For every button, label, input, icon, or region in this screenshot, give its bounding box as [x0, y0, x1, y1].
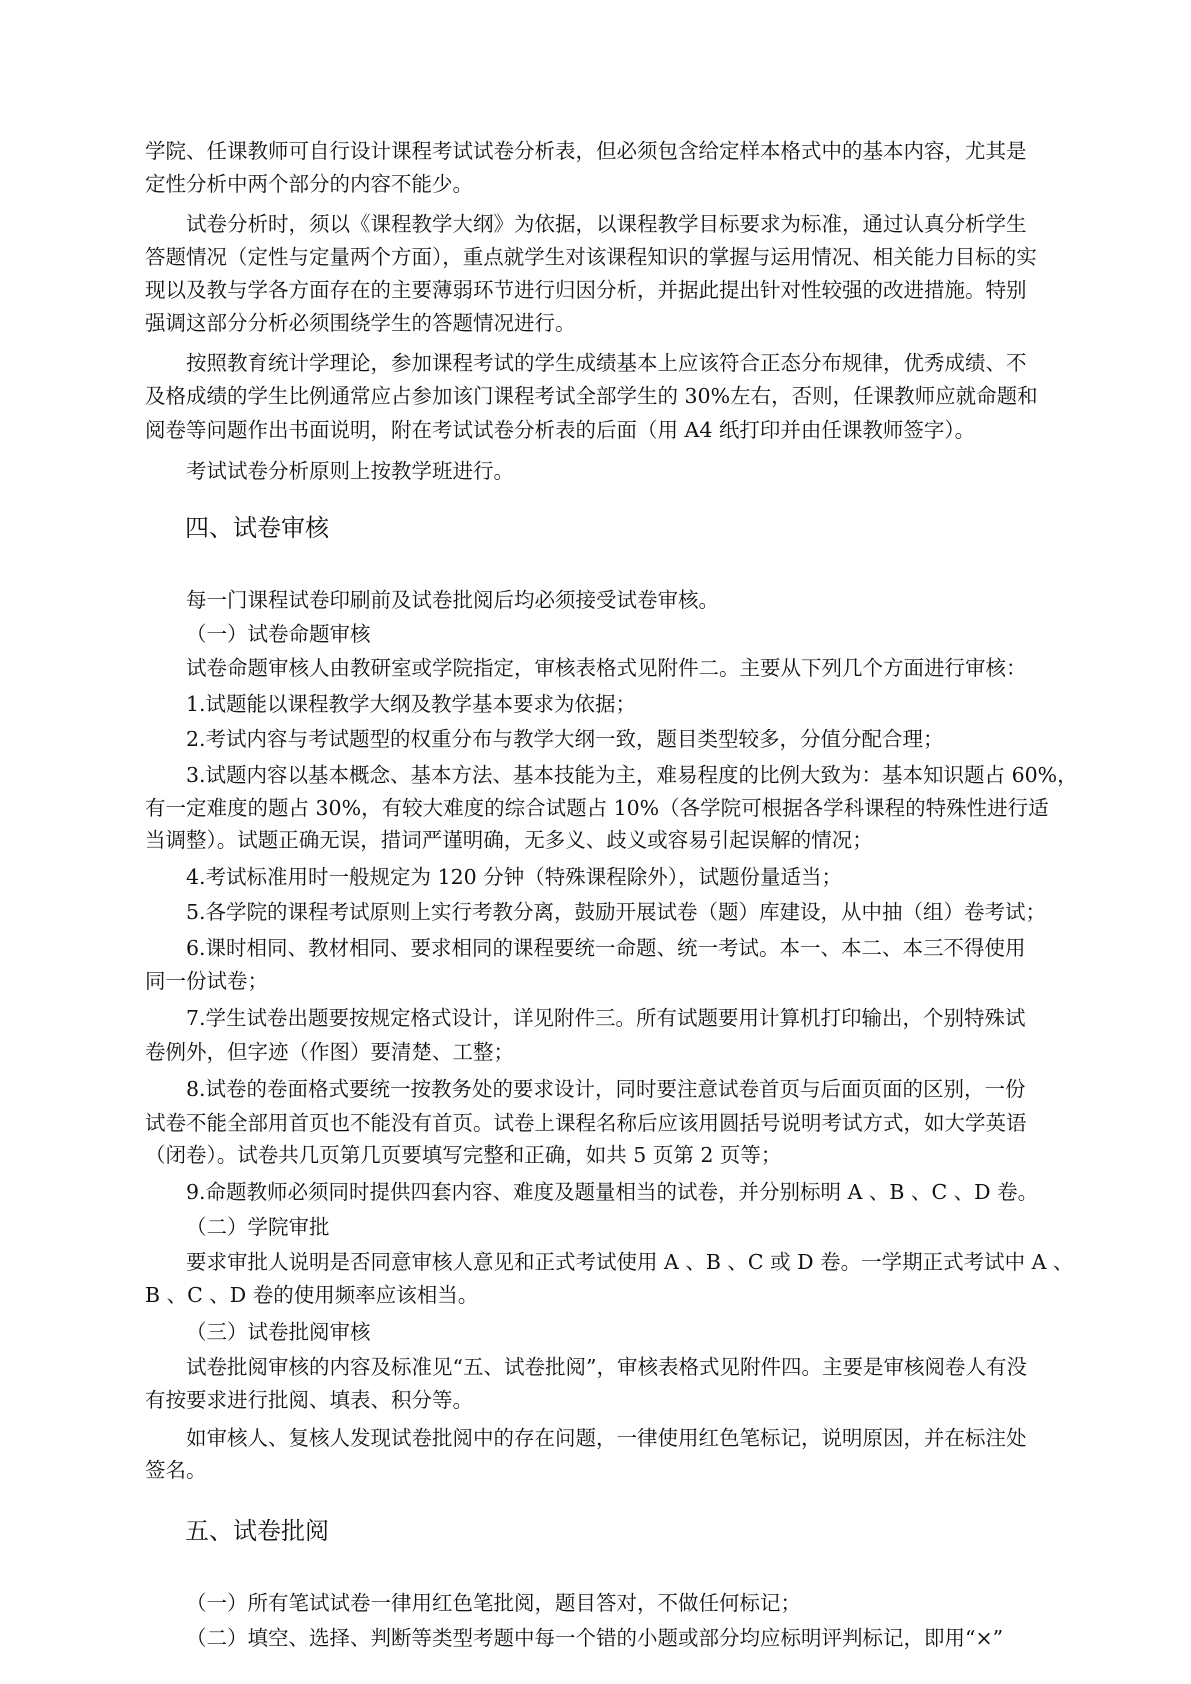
paragraph-line: 试卷分析时，须以《课程教学大纲》为依据，以课程教学目标要求为标准，通过认真分析学生 [186, 212, 1027, 236]
paragraph-line: 试卷命题审核人由教研室或学院指定，审核表格式见附件二。主要从下列几个方面进行审核： [186, 656, 1027, 680]
paragraph-line: 2.考试内容与考试题型的权重分布与教学大纲一致，题目类型较多，分值分配合理； [186, 727, 944, 751]
paragraph-line: 8.试卷的卷面格式要统一按教务处的要求设计，同时要注意试卷首页与后面页面的区别，一份 [186, 1077, 1026, 1101]
paragraph-line: B 、C 、D 卷的使用频率应该相当。 [145, 1283, 479, 1307]
paragraph-line: 试卷不能全部用首页也不能没有首页。试卷上课程名称后应该用圆括号说明考试方式，如大学英语 [145, 1111, 1027, 1135]
paragraph-line: 要求审批人说明是否同意审核人意见和正式考试使用 A 、B 、C 或 D 卷。一学期正式考试中 A 、 [186, 1250, 1074, 1274]
paragraph-line: （一）所有笔试试卷一律用红色笔批阅，题目答对，不做任何标记； [186, 1591, 801, 1615]
paragraph-line: 3.试题内容以基本概念、基本方法、基本技能为主，难易程度的比例大致为：基本知识题占 60%， [186, 763, 1078, 787]
paragraph-line: （闭卷）。试卷共几页第几页要填写完整和正确，如共 5 页第 2 页等； [145, 1143, 782, 1167]
paragraph-line: 有一定难度的题占 30%，有较大难度的综合试题占 10%（各学院可根据各学科课程的特殊性进行适 [145, 796, 1049, 820]
paragraph-line: （二）填空、选择、判断等类型考题中每一个错的小题或部分均应标明评判标记，即用“×” [186, 1626, 1004, 1650]
section-heading-five: 五、试卷批阅 [185, 1517, 329, 1545]
paragraph-line: 及格成绩的学生比例通常应占参加该门课程考试全部学生的 30%左右，否则，任课教师应就命题和 [145, 384, 1038, 408]
paragraph-line: 现以及教与学各方面存在的主要薄弱环节进行归因分析，并据此提出针对性较强的改进措施。特别 [145, 278, 1027, 302]
paragraph-line: （一）试卷命题审核 [186, 622, 371, 646]
paragraph-line: 按照教育统计学理论，参加课程考试的学生成绩基本上应该符合正态分布规律，优秀成绩、不 [186, 351, 1027, 375]
paragraph-line: 9.命题教师必须同时提供四套内容、难度及题量相当的试卷，并分别标明 A 、B 、C 、D 卷。 [186, 1180, 1039, 1204]
paragraph-line: 如审核人、复核人发现试卷批阅中的存在问题，一律使用红色笔标记，说明原因，并在标注处 [186, 1426, 1027, 1450]
paragraph-line: （三）试卷批阅审核 [186, 1320, 371, 1344]
paragraph-line: 试卷批阅审核的内容及标准见“五、试卷批阅”，审核表格式见附件四。主要是审核阅卷人有没 [186, 1355, 1027, 1379]
paragraph-line: 7.学生试卷出题要按规定格式设计，详见附件三。所有试题要用计算机打印输出，个别特殊试 [186, 1006, 1026, 1030]
paragraph-line: 学院、任课教师可自行设计课程考试试卷分析表，但必须包含给定样本格式中的基本内容，尤其是 [145, 139, 1027, 163]
paragraph-line: 考试试卷分析原则上按教学班进行。 [186, 459, 514, 483]
paragraph-line: 6.课时相同、教材相同、要求相同的课程要统一命题、统一考试。本一、本二、本三不得使用 [186, 936, 1026, 960]
section-heading-four: 四、试卷审核 [185, 514, 329, 542]
paragraph-line: 每一门课程试卷印刷前及试卷批阅后均必须接受试卷审核。 [186, 588, 719, 612]
paragraph-line: 同一份试卷； [145, 969, 268, 993]
paragraph-line: 阅卷等问题作出书面说明，附在考试试卷分析表的后面（用 A4 纸打印并由任课教师签字）。 [145, 418, 976, 442]
paragraph-line: 当调整）。试题正确无误，措词严谨明确，无多义、歧义或容易引起误解的情况； [145, 828, 873, 852]
paragraph-line: 答题情况（定性与定量两个方面），重点就学生对该课程知识的掌握与运用情况、相关能力目标的实 [145, 245, 1037, 269]
paragraph-line: 定性分析中两个部分的内容不能少。 [145, 172, 473, 196]
paragraph-line: 签名。 [145, 1458, 207, 1482]
paragraph-line: 有按要求进行批阅、填表、积分等。 [145, 1388, 473, 1412]
paragraph-line: 1.试题能以课程教学大纲及教学基本要求为依据； [186, 692, 637, 716]
paragraph-line: 卷例外，但字迹（作图）要清楚、工整； [145, 1040, 514, 1064]
paragraph-line: 5.各学院的课程考试原则上实行考教分离，鼓励开展试卷（题）库建设，从中抽（组）卷考试； [186, 900, 1047, 924]
paragraph-line: 强调这部分分析必须围绕学生的答题情况进行。 [145, 311, 576, 335]
paragraph-line: 4.考试标准用时一般规定为 120 分钟（特殊课程除外），试题份量适当； [186, 865, 842, 889]
paragraph-line: （二）学院审批 [186, 1215, 330, 1239]
